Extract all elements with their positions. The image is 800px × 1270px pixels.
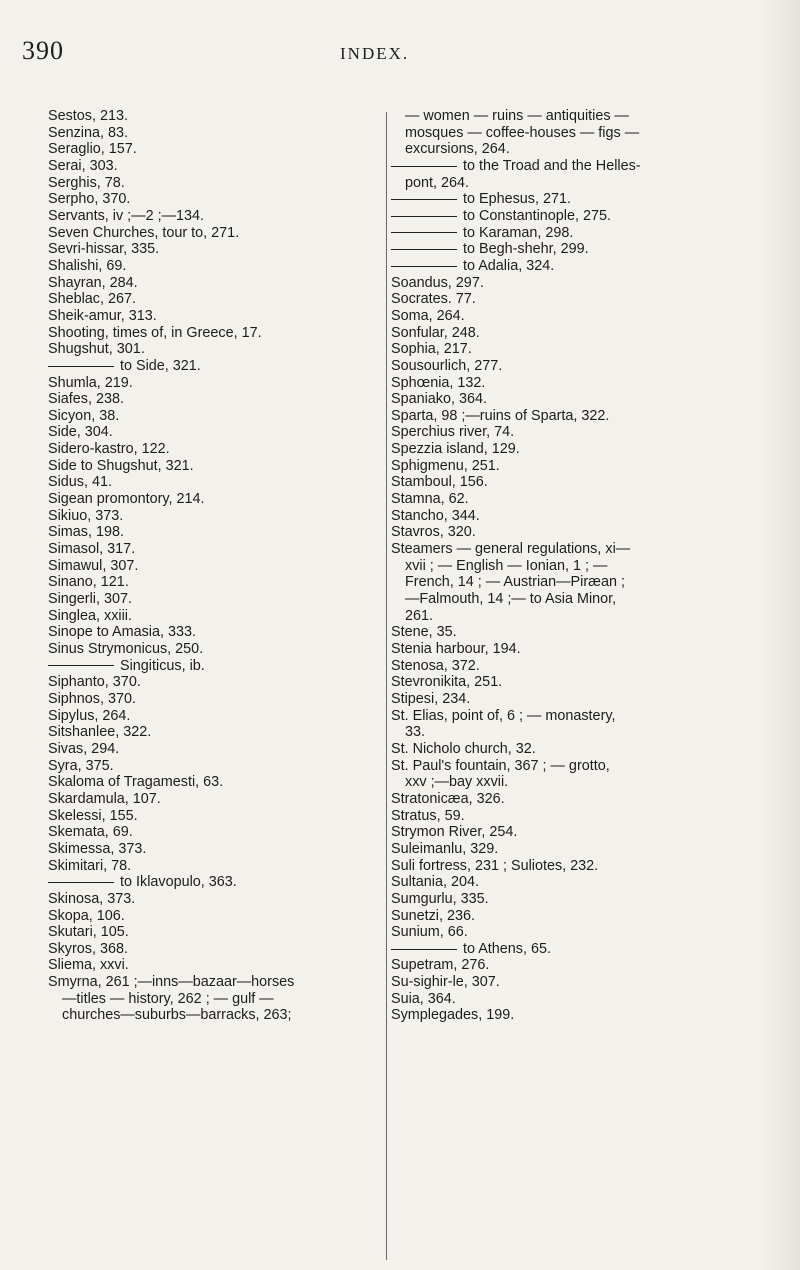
- index-entry-text: Sophia, 217.: [391, 341, 472, 358]
- index-entry: [48, 341, 384, 358]
- index-entry: [48, 208, 384, 225]
- index-entry: [391, 408, 751, 425]
- index-entry-text: —Falmouth, 14 ;— to Asia Minor,: [405, 591, 617, 608]
- index-entry-text: Shugshut, 301.: [48, 341, 145, 358]
- index-entry: [391, 924, 751, 941]
- index-entry-text: Spezzia island, 129.: [391, 441, 520, 458]
- index-entry-text: Shumla, 219.: [48, 374, 133, 391]
- index-entry-text: xvii ; — English — Ionian, 1 ; —: [405, 557, 608, 574]
- index-entry: [391, 325, 751, 342]
- index-entry-text: Stene, 35.: [391, 624, 457, 641]
- index-entry-text: Shooting, times of, in Greece, 17.: [48, 324, 262, 341]
- index-entry: [48, 474, 384, 491]
- index-entry: [48, 741, 384, 758]
- index-entry-text: Stevronikita, 251.: [391, 674, 503, 691]
- index-column-left: [48, 108, 384, 1024]
- index-entry-continuation: [391, 591, 751, 608]
- index-entry-text: Sitshanlee, 322.: [48, 724, 152, 741]
- index-entry-text: Sumgurlu, 335.: [391, 890, 489, 907]
- index-entry-text: Stratus, 59.: [391, 807, 465, 824]
- index-entry-text: Sigean promontory, 214.: [48, 491, 205, 508]
- index-entry-text: Serai, 303.: [48, 157, 118, 174]
- index-entry-text: Spaniako, 364.: [391, 391, 488, 408]
- index-entry-text: Stenosa, 372.: [391, 657, 480, 674]
- index-entry-continuation: [391, 774, 751, 791]
- index-entry-text: Sheblac, 267.: [48, 291, 137, 308]
- index-entry-continuation: [391, 108, 751, 125]
- index-entry: [391, 808, 751, 825]
- index-entry-text: Strymon River, 254.: [391, 824, 518, 841]
- index-entry: [48, 774, 384, 791]
- index-subentry: [48, 658, 384, 675]
- index-entry-text: Suli fortress, 231 ; Suliotes, 232.: [391, 857, 599, 874]
- index-entry-text: Singiticus, ib.: [120, 657, 205, 674]
- index-entry: [48, 641, 384, 658]
- index-entry-text: Sphœnia, 132.: [391, 374, 486, 391]
- index-entry: [48, 508, 384, 525]
- index-entry-text: St. Paul's fountain, 367 ; — grotto,: [391, 757, 610, 774]
- ditto-dash: [48, 366, 114, 367]
- index-entry-text: Skopa, 106.: [48, 907, 125, 924]
- index-entry-text: Skelessi, 155.: [48, 807, 138, 824]
- index-entry-text: Siphanto, 370.: [48, 674, 141, 691]
- index-subentry: [391, 941, 751, 958]
- index-entry: [48, 141, 384, 158]
- index-entry-text: Symplegades, 199.: [391, 1007, 515, 1024]
- index-entry-text: Skimitari, 78.: [48, 857, 132, 874]
- index-entry: [48, 175, 384, 192]
- index-entry-text: Sultania, 204.: [391, 874, 480, 891]
- index-entry-text: Steamers — general regulations, xi—: [391, 541, 631, 558]
- index-entry-text: Shalishi, 69.: [48, 257, 127, 274]
- index-subentry: [48, 874, 384, 891]
- index-subentry: [391, 258, 751, 275]
- index-entry-text: Sonfular, 248.: [391, 324, 480, 341]
- index-entry-text: Senzina, 83.: [48, 124, 129, 141]
- index-entry-text: Sheik-amur, 313.: [48, 307, 157, 324]
- index-entry-text: to Athens, 65.: [463, 940, 552, 957]
- index-entry: [48, 858, 384, 875]
- page-number: 390: [22, 36, 64, 65]
- ditto-dash: [48, 665, 114, 666]
- index-subentry: [391, 191, 751, 208]
- index-entry: [391, 741, 751, 758]
- index-entry: [48, 908, 384, 925]
- index-entry: [48, 891, 384, 908]
- page-edge-shading: [760, 0, 800, 1270]
- ditto-dash: [391, 166, 457, 167]
- index-entry-text: 261.: [405, 607, 434, 624]
- index-entry-text: Simasol, 317.: [48, 541, 136, 558]
- index-entry-text: Sunium, 66.: [391, 924, 468, 941]
- index-subentry: [391, 158, 751, 175]
- index-entry-text: Skardamula, 107.: [48, 790, 161, 807]
- index-entry: [391, 641, 751, 658]
- index-entry-text: Sinano, 121.: [48, 574, 129, 591]
- index-entry-text: Singlea, xxiii.: [48, 607, 132, 624]
- index-entry: [48, 308, 384, 325]
- index-entry: [391, 308, 751, 325]
- index-entry: [391, 424, 751, 441]
- ditto-dash: [391, 949, 457, 950]
- index-entry: [48, 574, 384, 591]
- index-entry-text: Sestos, 213.: [48, 108, 128, 124]
- index-entry-text: to Ephesus, 271.: [463, 191, 572, 208]
- index-entry-continuation: [391, 141, 751, 158]
- index-entry: [48, 591, 384, 608]
- index-entry: [391, 841, 751, 858]
- index-entry: [48, 225, 384, 242]
- index-entry-text: Skinosa, 373.: [48, 890, 136, 907]
- index-entry: [391, 758, 751, 775]
- index-entry: [48, 108, 384, 125]
- index-entry-text: Socrates. 77.: [391, 291, 476, 308]
- index-entry-text: Sinus Strymonicus, 250.: [48, 641, 204, 657]
- index-entry: [48, 808, 384, 825]
- index-entry: [391, 524, 751, 541]
- index-entry: [48, 191, 384, 208]
- index-entry-continuation: [391, 175, 751, 192]
- index-entry-text: Sikiuo, 373.: [48, 507, 124, 524]
- index-entry-text: Stamna, 62.: [391, 491, 469, 508]
- index-entry-text: to Karaman, 298.: [463, 224, 574, 241]
- index-entry: [48, 258, 384, 275]
- index-entry-text: Smyrna, 261 ;—inns—bazaar—horses: [48, 974, 295, 991]
- index-entry-text: mosques — coffee-houses — figs —: [405, 124, 640, 141]
- index-entry: [48, 441, 384, 458]
- index-entry: [48, 424, 384, 441]
- index-entry: [48, 275, 384, 292]
- index-entry-text: to the Troad and the Helles-: [463, 157, 641, 174]
- index-entry-text: Sliema, xxvi.: [48, 957, 129, 974]
- index-entry-text: excursions, 264.: [405, 141, 510, 158]
- ditto-dash: [48, 882, 114, 883]
- index-entry-text: Siphnos, 370.: [48, 690, 137, 707]
- index-entry-continuation: [48, 991, 384, 1008]
- index-entry-continuation: [48, 1007, 384, 1024]
- index-entry: [391, 691, 751, 708]
- index-entry: [48, 724, 384, 741]
- index-entry: [391, 1007, 751, 1024]
- running-header: INDEX.: [340, 44, 410, 63]
- ditto-dash: [391, 249, 457, 250]
- index-entry-text: Stancho, 344.: [391, 507, 480, 524]
- index-entry-text: Seven Churches, tour to, 271.: [48, 224, 240, 241]
- index-entry: [48, 558, 384, 575]
- index-entry: [391, 341, 751, 358]
- index-subentry: [48, 358, 384, 375]
- index-entry-text: Skaloma of Tragamesti, 63.: [48, 774, 224, 791]
- index-entry: [48, 608, 384, 625]
- index-entry-text: Soandus, 297.: [391, 274, 484, 291]
- index-entry-text: Sicyon, 38.: [48, 407, 120, 424]
- index-entry: [391, 508, 751, 525]
- index-entry: [48, 924, 384, 941]
- index-entry: [48, 125, 384, 142]
- index-entry-continuation: [391, 558, 751, 575]
- index-entry: [48, 674, 384, 691]
- ditto-dash: [391, 266, 457, 267]
- index-entry: [391, 791, 751, 808]
- index-entry-text: Sipylus, 264.: [48, 707, 131, 724]
- index-entry-text: xxv ;—bay xxvii.: [405, 774, 509, 791]
- index-column-right: [391, 108, 751, 1024]
- index-subentry: [391, 225, 751, 242]
- index-entry: [391, 441, 751, 458]
- index-entry: [48, 941, 384, 958]
- index-entry: [48, 708, 384, 725]
- index-entry: [391, 708, 751, 725]
- index-entry: [391, 974, 751, 991]
- index-entry: [48, 691, 384, 708]
- index-entry-text: Sousourlich, 277.: [391, 357, 503, 374]
- index-entry-text: Serpho, 370.: [48, 191, 131, 208]
- index-entry-text: St. Nicholo church, 32.: [391, 740, 536, 757]
- index-entry: [48, 791, 384, 808]
- index-entry-text: Sevri-hissar, 335.: [48, 241, 160, 258]
- index-entry-text: Suia, 364.: [391, 990, 456, 1007]
- index-entry-text: Skemata, 69.: [48, 824, 133, 841]
- index-entry: [391, 474, 751, 491]
- index-entry-text: 33.: [405, 724, 426, 741]
- index-entry: [391, 275, 751, 292]
- index-entry: [48, 241, 384, 258]
- index-entry-text: to Side, 321.: [120, 357, 201, 374]
- index-entry: [48, 491, 384, 508]
- index-entry: [391, 624, 751, 641]
- index-entry: [48, 325, 384, 342]
- index-entry: [48, 974, 384, 991]
- index-entry-text: Suleimanlu, 329.: [391, 840, 499, 857]
- ditto-dash: [391, 232, 457, 233]
- index-entry: [48, 375, 384, 392]
- index-entry-text: Su-sighir-le, 307.: [391, 974, 500, 991]
- index-entry: [391, 291, 751, 308]
- index-entry-text: Side to Shugshut, 321.: [48, 457, 194, 474]
- index-entry: [391, 391, 751, 408]
- index-entry-text: Skutari, 105.: [48, 924, 129, 941]
- index-entry-text: Syra, 375.: [48, 757, 114, 774]
- index-entry-text: Soma, 264.: [391, 307, 465, 324]
- index-entry-text: Skyros, 368.: [48, 940, 128, 957]
- index-entry-text: Side, 304.: [48, 424, 113, 441]
- index-entry-continuation: [391, 608, 751, 625]
- ditto-dash: [391, 216, 457, 217]
- index-entry-text: Sivas, 294.: [48, 740, 120, 757]
- index-entry-text: French, 14 ; — Austrian—Piræan ;: [405, 574, 625, 591]
- index-entry-text: Sidus, 41.: [48, 474, 112, 491]
- index-entry: [391, 824, 751, 841]
- index-entry-text: Stenia harbour, 194.: [391, 641, 521, 657]
- index-entry-text: Singerli, 307.: [48, 591, 132, 608]
- index-entry-text: — women — ruins — antiquities —: [405, 108, 629, 124]
- index-entry: [391, 874, 751, 891]
- index-entry-text: Simawul, 307.: [48, 557, 139, 574]
- index-entry-text: Sperchius river, 74.: [391, 424, 515, 441]
- index-entry-text: Skimessa, 373.: [48, 840, 147, 857]
- index-entry-text: Sinope to Amasia, 333.: [48, 624, 197, 641]
- index-entry: [391, 908, 751, 925]
- index-entry-text: to Begh-shehr, 299.: [463, 241, 589, 258]
- index-entry-text: Sidero-kastro, 122.: [48, 441, 170, 458]
- index-entry-text: churches—suburbs—barracks, 263;: [62, 1007, 292, 1024]
- index-entry-text: —titles — history, 262 ; — gulf —: [62, 990, 274, 1007]
- index-entry: [391, 858, 751, 875]
- index-entry: [391, 891, 751, 908]
- index-entry: [48, 957, 384, 974]
- index-subentry: [391, 241, 751, 258]
- index-entry: [48, 841, 384, 858]
- index-entry: [48, 524, 384, 541]
- index-entry-text: Sparta, 98 ;—ruins of Sparta, 322.: [391, 407, 610, 424]
- index-entry-text: to Iklavopulo, 363.: [120, 874, 237, 891]
- index-entry-text: St. Elias, point of, 6 ; — monastery,: [391, 707, 616, 724]
- index-entry-continuation: [391, 724, 751, 741]
- index-entry: [391, 491, 751, 508]
- index-entry: [48, 458, 384, 475]
- ditto-dash: [391, 199, 457, 200]
- index-entry: [391, 674, 751, 691]
- index-entry-text: Stipesi, 234.: [391, 690, 471, 707]
- index-entry: [48, 541, 384, 558]
- index-subentry: [391, 208, 751, 225]
- index-entry-continuation: [391, 125, 751, 142]
- index-entry-text: Stamboul, 156.: [391, 474, 488, 491]
- column-divider: [386, 112, 387, 1260]
- index-entry-text: Stratonicæa, 326.: [391, 790, 505, 807]
- index-entry: [48, 291, 384, 308]
- index-entry-text: Servants, iv ;—2 ;—134.: [48, 207, 204, 224]
- index-entry: [48, 824, 384, 841]
- index-entry-text: to Adalia, 324.: [463, 257, 555, 274]
- index-entry-text: Siafes, 238.: [48, 391, 125, 408]
- index-entry-text: Supetram, 276.: [391, 957, 490, 974]
- index-entry: [48, 758, 384, 775]
- index-entry: [391, 658, 751, 675]
- index-entry: [48, 391, 384, 408]
- index-entry-text: Sphigmenu, 251.: [391, 457, 500, 474]
- index-entry: [48, 408, 384, 425]
- index-entry: [48, 158, 384, 175]
- index-entry: [391, 957, 751, 974]
- index-entry-text: Simas, 198.: [48, 524, 124, 541]
- index-entry-text: Shayran, 284.: [48, 274, 138, 291]
- index-entry-continuation: [391, 574, 751, 591]
- index-entry: [391, 358, 751, 375]
- index-entry-text: Serghis, 78.: [48, 174, 125, 191]
- index-entry-text: Seraglio, 157.: [48, 141, 137, 158]
- index-entry-text: to Constantinople, 275.: [463, 207, 612, 224]
- index-entry: [391, 541, 751, 558]
- index-entry-text: Stavros, 320.: [391, 524, 476, 541]
- index-entry: [391, 375, 751, 392]
- index-entry: [391, 458, 751, 475]
- index-entry: [48, 624, 384, 641]
- index-entry-text: pont, 264.: [405, 174, 470, 191]
- index-entry-text: Sunetzi, 236.: [391, 907, 476, 924]
- index-entry: [391, 991, 751, 1008]
